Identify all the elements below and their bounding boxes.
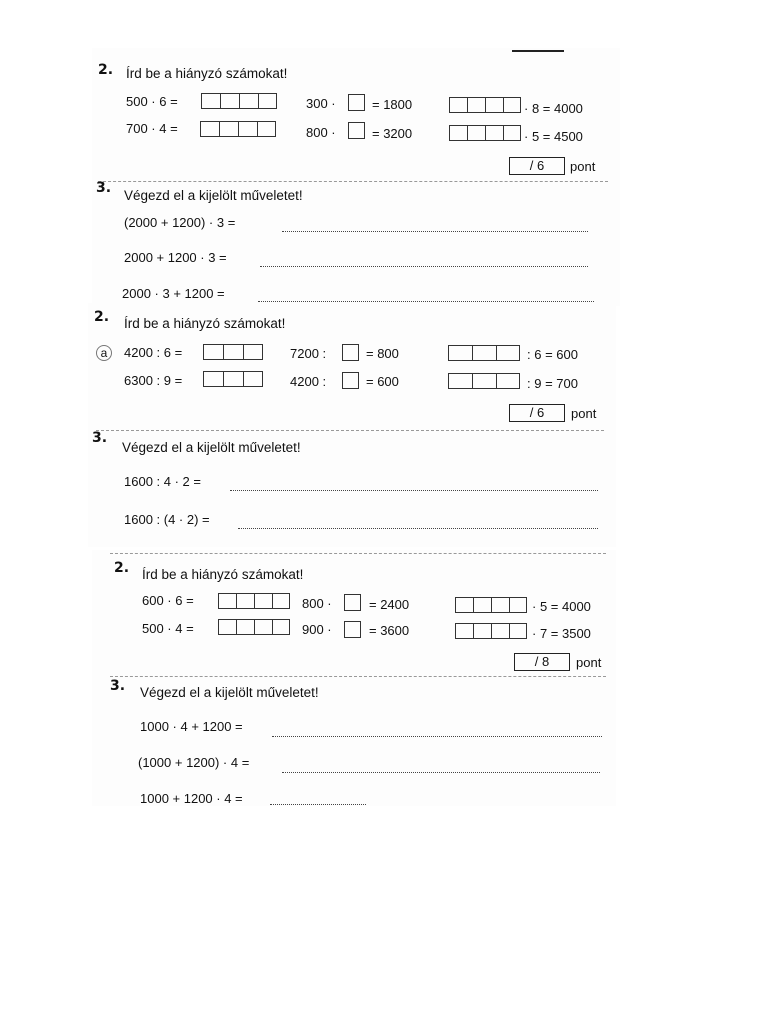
task-title: Végezd el a kijelölt műveletet! <box>124 188 303 203</box>
answer-boxes[interactable] <box>203 371 263 387</box>
scan-block-b <box>88 303 616 547</box>
separator <box>98 181 608 182</box>
score-label: pont <box>570 159 596 174</box>
equation-text: = 3600 <box>369 623 410 638</box>
equation-text: = 1800 <box>372 97 413 112</box>
task-number: 2. <box>98 62 114 78</box>
task-number: 3. <box>110 678 126 694</box>
equation-text: 500 · 6 = <box>126 94 178 109</box>
separator <box>110 553 606 554</box>
answer-boxes[interactable] <box>218 619 290 635</box>
equation-text: 800 · <box>302 596 332 611</box>
answer-line[interactable] <box>238 528 598 529</box>
task-title: Írd be a hiányzó számokat! <box>126 66 288 81</box>
answer-boxes[interactable] <box>218 593 290 609</box>
answer-line[interactable] <box>282 231 588 232</box>
equation-text: : 6 = 600 <box>527 347 578 362</box>
answer-boxes[interactable] <box>455 623 527 639</box>
answer-line[interactable] <box>282 772 600 773</box>
answer-boxes[interactable] <box>201 93 277 109</box>
equation-text: 800 · <box>306 125 336 140</box>
equation-text: 600 · 6 = <box>142 593 194 608</box>
answer-boxes[interactable] <box>203 344 263 360</box>
top-mark <box>512 50 564 52</box>
answer-box[interactable] <box>342 372 359 389</box>
equation-text: · 7 = 3500 <box>532 626 591 641</box>
equation-text: = 600 <box>366 374 399 389</box>
answer-boxes[interactable] <box>449 125 521 141</box>
answer-line[interactable] <box>272 736 602 737</box>
equation-text: 900 · <box>302 622 332 637</box>
expression-text: (2000 + 1200) · 3 = <box>124 215 236 230</box>
equation-text: · 8 = 4000 <box>524 101 583 116</box>
score-label: pont <box>571 406 597 421</box>
answer-box[interactable] <box>344 594 361 611</box>
task-title: Írd be a hiányzó számokat! <box>124 316 286 331</box>
equation-text: 700 · 4 = <box>126 121 178 136</box>
answer-boxes[interactable] <box>449 97 521 113</box>
expression-text: 2000 · 3 + 1200 = <box>122 286 225 301</box>
equation-text: 500 · 4 = <box>142 621 194 636</box>
answer-boxes[interactable] <box>200 121 276 137</box>
answer-box[interactable] <box>342 344 359 361</box>
score-box[interactable]: / 6 <box>509 404 565 422</box>
task-title: Végezd el a kijelölt műveletet! <box>122 440 301 455</box>
task-number: 3. <box>96 180 112 196</box>
answer-boxes[interactable] <box>448 373 520 389</box>
task-number: 2. <box>94 309 110 325</box>
answer-line[interactable] <box>270 804 366 805</box>
expression-text: (1000 + 1200) · 4 = <box>138 755 250 770</box>
score-label: pont <box>576 655 602 670</box>
equation-text: = 3200 <box>372 126 413 141</box>
equation-text: 4200 : <box>290 374 327 389</box>
answer-line[interactable] <box>260 266 588 267</box>
separator <box>96 430 604 431</box>
task-title: Végezd el a kijelölt műveletet! <box>140 685 319 700</box>
expression-text: 1600 : (4 · 2) = <box>124 512 210 527</box>
equation-text: 300 · <box>306 96 336 111</box>
score-box[interactable]: / 8 <box>514 653 570 671</box>
answer-line[interactable] <box>230 490 598 491</box>
subtask-label: a <box>96 345 112 361</box>
answer-boxes[interactable] <box>448 345 520 361</box>
task-title: Írd be a hiányzó számokat! <box>142 567 304 582</box>
separator <box>110 676 606 677</box>
answer-box[interactable] <box>348 94 365 111</box>
answer-line[interactable] <box>258 301 594 302</box>
equation-text: · 5 = 4000 <box>532 599 591 614</box>
equation-text: = 800 <box>366 346 399 361</box>
task-number: 3. <box>92 430 108 446</box>
expression-text: 1600 : 4 · 2 = <box>124 474 201 489</box>
expression-text: 1000 · 4 + 1200 = <box>140 719 243 734</box>
equation-text: · 5 = 4500 <box>524 129 583 144</box>
answer-box[interactable] <box>344 621 361 638</box>
equation-text: 6300 : 9 = <box>124 373 183 388</box>
expression-text: 1000 + 1200 · 4 = <box>140 791 243 806</box>
answer-box[interactable] <box>348 122 365 139</box>
task-number: 2. <box>114 560 130 576</box>
answer-boxes[interactable] <box>455 597 527 613</box>
equation-text: = 2400 <box>369 597 410 612</box>
expression-text: 2000 + 1200 · 3 = <box>124 250 227 265</box>
equation-text: : 9 = 700 <box>527 376 578 391</box>
scan-block-a <box>92 48 620 306</box>
equation-text: 7200 : <box>290 346 327 361</box>
equation-text: 4200 : 6 = <box>124 345 183 360</box>
score-box[interactable]: / 6 <box>509 157 565 175</box>
